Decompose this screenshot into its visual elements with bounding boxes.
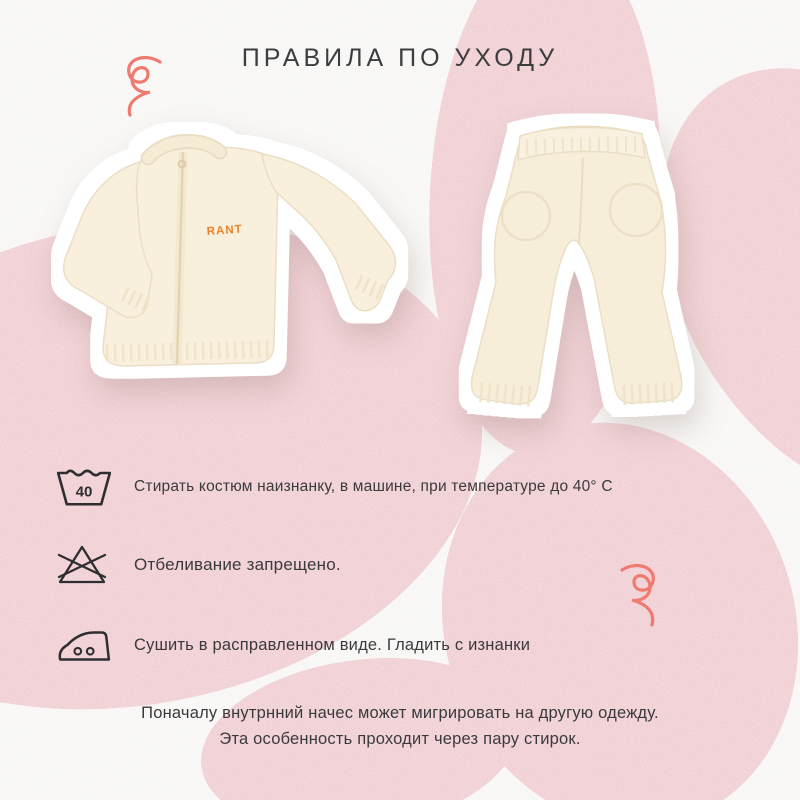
page-title: ПРАВИЛА ПО УХОДУ <box>241 44 559 72</box>
pants-photo <box>448 100 768 452</box>
no-bleach-icon <box>56 541 116 589</box>
care-rule-iron <box>0 618 780 672</box>
wash-temperature-label: 40 <box>75 483 93 501</box>
jacket-right-sleeve <box>262 154 396 311</box>
care-rule-iron-text: Сушить в расправленном виде. Гладить с изнанки <box>134 635 531 654</box>
care-rule-no-bleach <box>0 538 780 592</box>
jacket-logo-text: RANT <box>206 223 244 238</box>
footnote-line-2: Эта особенность проходит через пару стирок. <box>219 730 581 748</box>
footnote-line-1: Поначалу внутрнний начес может мигрировать на другую одежду. <box>141 704 659 722</box>
wash-40-icon <box>56 465 116 509</box>
iron-two-dots-icon <box>56 624 116 666</box>
care-rule-no-bleach-text: Отбеливание запрещено. <box>134 555 341 574</box>
pants-body <box>472 126 682 404</box>
footnote <box>0 700 800 752</box>
care-rule-wash <box>0 460 780 514</box>
jacket-photo <box>50 108 450 413</box>
care-rule-wash-text: Стирать костюм наизнанку, в машине, при температуре до 40° С <box>134 478 613 495</box>
